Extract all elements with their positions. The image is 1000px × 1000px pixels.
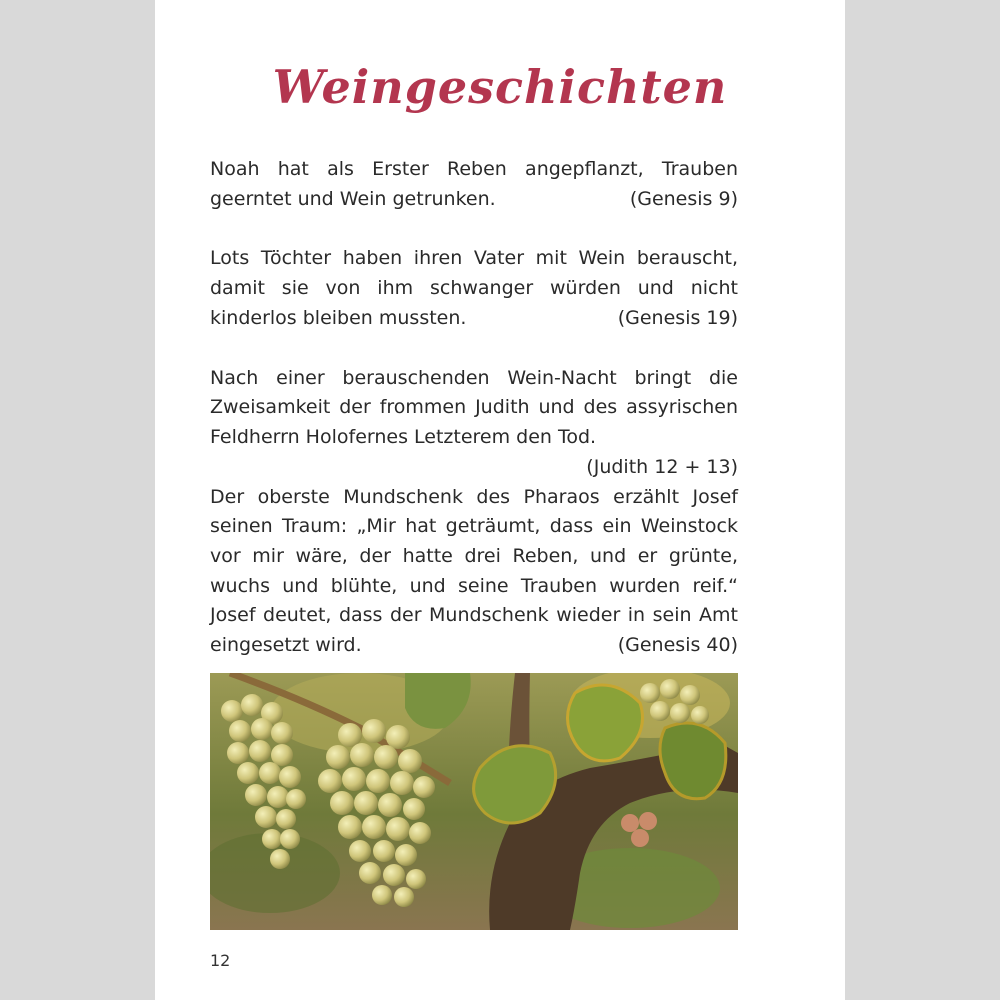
entry-text: Nach einer berauschenden Wein-Nacht bringt die Zweisamkeit der frommen Judith und des assyrischen Feldherrn Holofernes Letzterem den Tod. xyxy=(210,366,738,448)
entry-reference: (Genesis 40) xyxy=(617,634,738,657)
page-number: 12 xyxy=(210,951,231,970)
entry-reference: (Genesis 9) xyxy=(629,187,738,210)
book-page xyxy=(155,0,845,1000)
grapevine-photo xyxy=(210,673,738,930)
entry-text: Der oberste Mundschenk des Pharaos erzählt Josef seinen Traum: „Mir hat geträumt, dass ein Weinstock vor mir wäre, der hatte drei Reben, und er grünte, wuchs und blühte, und seine Trauben wurden reif.“ Josef deutet, dass der Mundschenk wieder in sein Amt eingesetzt wird. xyxy=(210,485,738,657)
entry-text: Lots Töchter haben ihren Vater mit Wein berauscht, damit sie von ihm schwanger würden und nicht kinderlos bleiben mussten. xyxy=(210,247,738,329)
entry-judith xyxy=(210,364,738,478)
entry-text: Noah hat als Erster Reben angepflanzt, Trauben geerntet und Wein getrunken. xyxy=(210,158,738,210)
entries-list xyxy=(210,155,738,691)
page-title: Weingeschichten xyxy=(272,60,728,114)
entry-reference: (Judith 12 + 13) xyxy=(586,455,738,478)
entry-genesis-40 xyxy=(210,483,738,661)
entry-genesis-9 xyxy=(210,155,738,214)
entry-genesis-19 xyxy=(210,244,738,333)
entry-reference: (Genesis 19) xyxy=(617,306,738,329)
